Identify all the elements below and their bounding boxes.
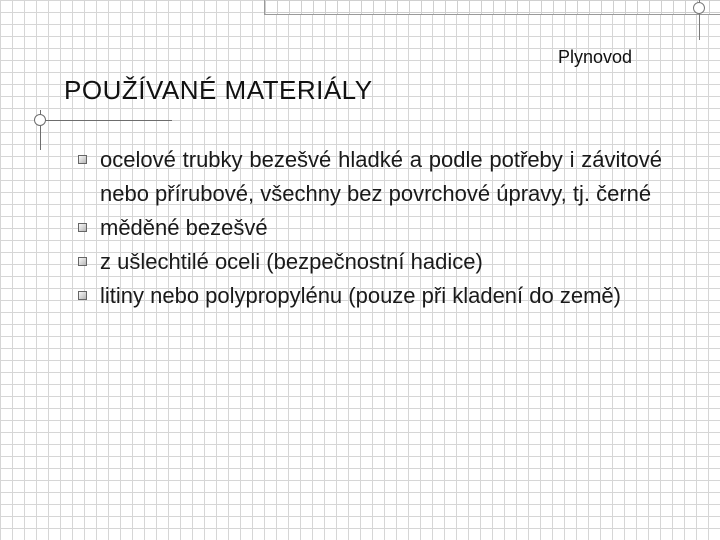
square-bullet-icon (78, 257, 87, 266)
slide-content (70, 143, 662, 313)
top-decor-band (264, 0, 720, 15)
bullet-item (70, 143, 662, 211)
square-bullet-icon (78, 291, 87, 300)
title-rule (40, 120, 172, 121)
title-area (40, 70, 460, 150)
bullet-item (70, 245, 662, 279)
bullet-text: litiny nebo polypropylénu (pouze při kladení do země) (100, 283, 621, 308)
bullet-item (70, 211, 662, 245)
square-bullet-icon (78, 155, 87, 164)
slide-title: POUŽÍVANÉ MATERIÁLY (64, 75, 373, 105)
top-decor-circle (693, 2, 705, 14)
bullet-item (70, 279, 662, 313)
bullet-text: z ušlechtilé oceli (bezpečnostní hadice) (100, 249, 483, 274)
square-bullet-icon (78, 223, 87, 232)
bullet-text: měděné bezešvé (100, 215, 268, 240)
section-label: Plynovod (557, 47, 632, 67)
bullet-text: ocelové trubky bezešvé hladké a podle potřeby i závitové nebo přírubové, všechny bez povrchové úpravy, tj. černé (100, 147, 662, 206)
title-crosshair-circle (34, 114, 46, 126)
bullet-list (70, 143, 662, 313)
